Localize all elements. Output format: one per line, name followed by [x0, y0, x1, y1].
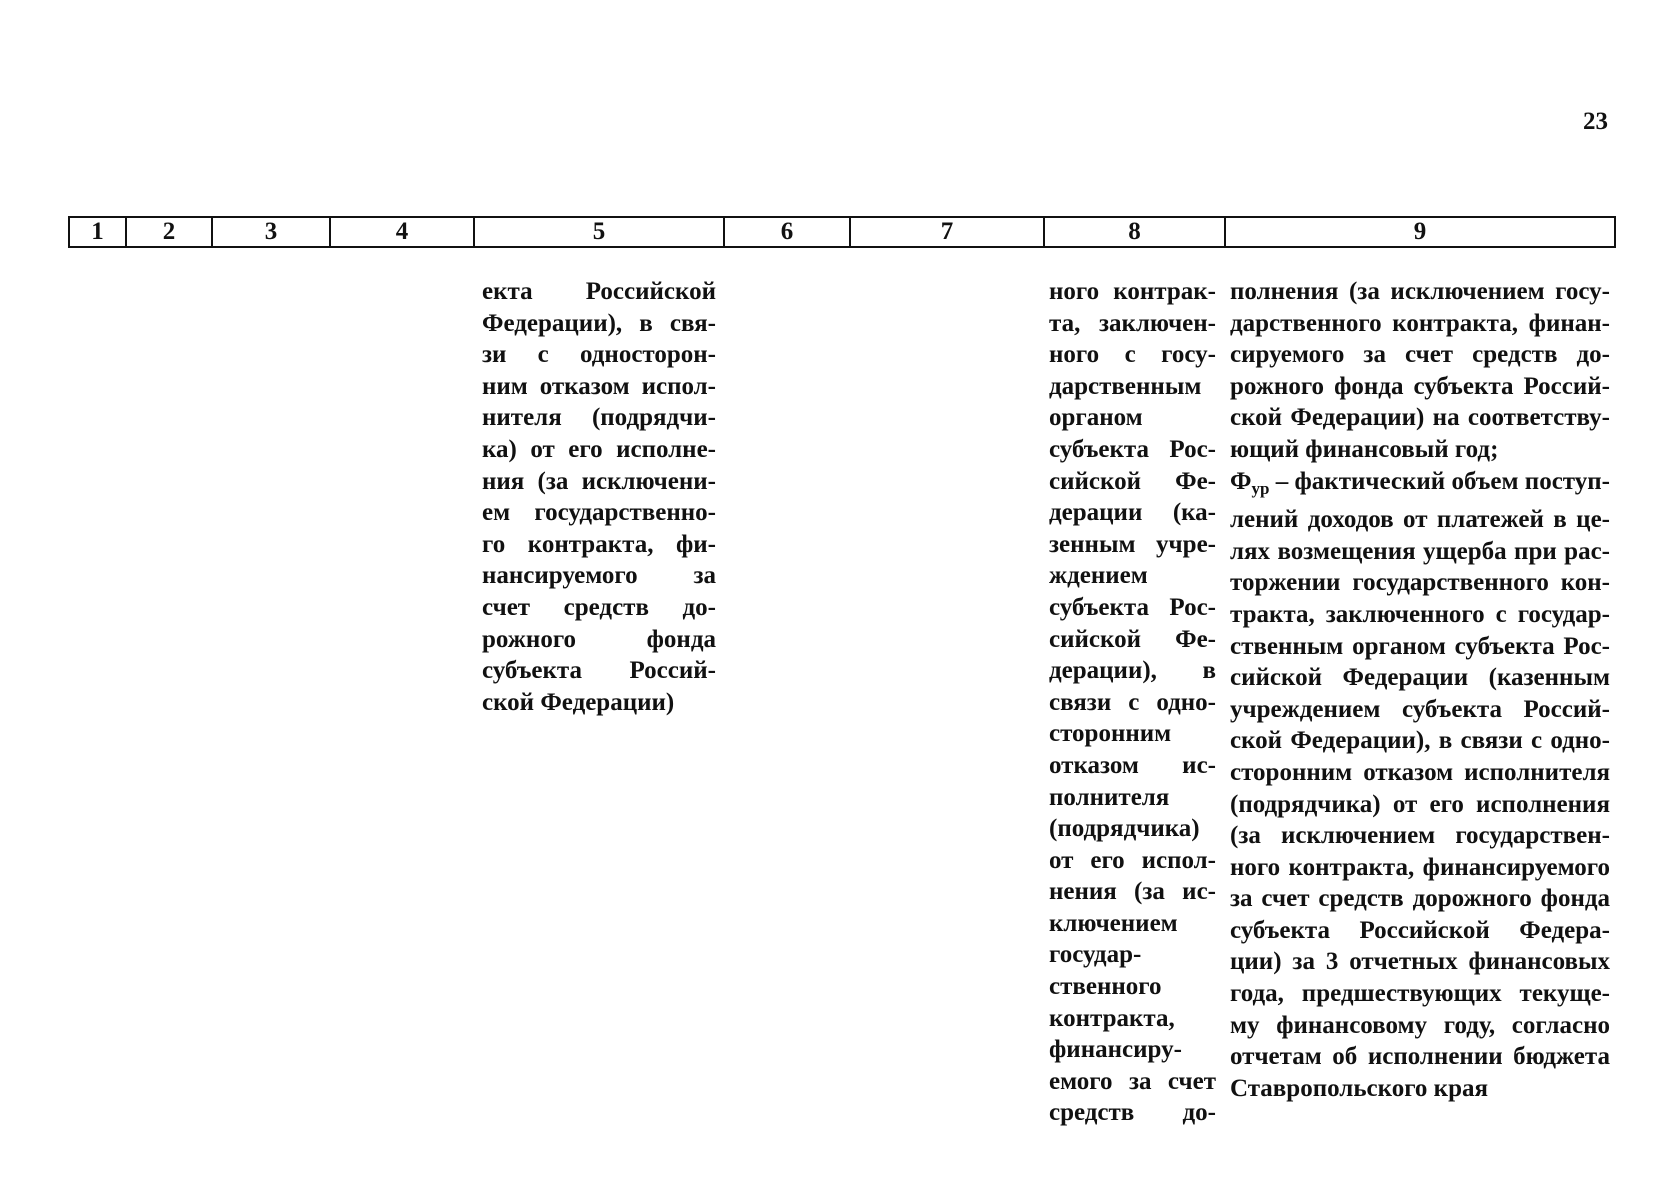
text-line: отчетам об исполнении бюджета: [1230, 1043, 1610, 1071]
text-line: ним отказом испол-: [482, 372, 716, 400]
column-number-7: 7: [850, 217, 1044, 247]
text-line: торжении государственного кон-: [1230, 569, 1610, 597]
text-line: ного контрак-: [1049, 278, 1216, 305]
text-line: [1230, 466, 1610, 505]
text-line: года, предшествующих текуще-: [1230, 980, 1610, 1008]
text-line: отказом ис-: [1049, 751, 1216, 779]
text-line: ской Федерации) на соответству-: [1230, 404, 1610, 432]
variable-symbol: Ф: [1230, 467, 1252, 495]
text-line: ния (за исключени-: [482, 467, 716, 495]
text-line: Федерации), в свя-: [482, 309, 716, 337]
text-line: учреждением субъекта Россий-: [1230, 695, 1610, 723]
page-number: 23: [1583, 108, 1608, 135]
text-line: ка) от его исполне-: [482, 435, 716, 463]
text-line: контракта,: [1049, 1004, 1175, 1032]
text-line: полнителя: [1049, 783, 1170, 811]
text-line: лях возмещения ущерба при рас-: [1230, 537, 1610, 565]
text-line: субъекта Рос-: [1049, 435, 1216, 463]
text-line: (за исключением государствен-: [1230, 822, 1610, 850]
column-5-text: [482, 276, 716, 718]
text-line: дарственным: [1049, 372, 1202, 400]
text-line: субъекта Рос-: [1049, 593, 1216, 621]
column-9-text: [1230, 276, 1610, 1104]
text-line: сийской Федерации (казенным: [1230, 664, 1610, 692]
text-line: Ставропольского края: [1230, 1074, 1489, 1102]
column-number-3: 3: [212, 217, 330, 247]
text-line: зи с односторон-: [482, 341, 716, 369]
text-line: средств до-: [1049, 1099, 1216, 1127]
text-line: ции) за 3 отчетных финансовых: [1230, 948, 1610, 976]
text-line: емого за счет: [1049, 1067, 1216, 1095]
text-line: ного контракта, финансируемого: [1230, 853, 1610, 881]
text-line: ключением: [1049, 909, 1178, 937]
text-line: ственным органом субъекта Рос-: [1230, 632, 1610, 660]
text-line: ской Федерации): [482, 688, 675, 716]
text-line: екта Российской: [482, 278, 716, 305]
variable-subscript: ур: [1251, 478, 1270, 498]
text-line: рожного фонда субъекта Россий-: [1230, 372, 1610, 400]
column-8-text: [1049, 276, 1216, 1129]
text-line: государ-: [1049, 941, 1142, 969]
text-line: зенным учре-: [1049, 530, 1216, 558]
column-number-9: 9: [1225, 217, 1615, 247]
text-line: за счет средств дорожного фонда: [1230, 885, 1610, 913]
text-line: органом: [1049, 404, 1143, 432]
text-line: лений доходов от платежей в це-: [1230, 506, 1610, 534]
text-line: нителя (подрядчи-: [482, 404, 716, 432]
text-line: сторонним: [1049, 720, 1172, 748]
text-line: рожного фонда: [482, 625, 716, 653]
column-number-header: [68, 216, 1616, 248]
column-number-2: 2: [126, 217, 212, 247]
definition-text: – фактический объем поступ-: [1269, 467, 1610, 495]
text-line: му финансовому году, согласно: [1230, 1011, 1610, 1039]
column-number-8: 8: [1044, 217, 1225, 247]
text-line: нения (за ис-: [1049, 878, 1216, 906]
text-line: сийской Фе-: [1049, 467, 1216, 495]
text-line: та, заключен-: [1049, 309, 1216, 337]
text-line: (подрядчика) от его исполнения: [1230, 790, 1610, 818]
text-line: ждением: [1049, 562, 1148, 590]
text-line: субъекта Россий-: [482, 657, 716, 685]
text-line: сийской Фе-: [1049, 625, 1216, 653]
text-line: нансируемого за: [482, 562, 716, 590]
column-number-4: 4: [330, 217, 474, 247]
text-line: го контракта, фи-: [482, 530, 716, 558]
text-line: полнения (за исключением госу-: [1230, 278, 1610, 305]
text-line: субъекта Российской Федера-: [1230, 916, 1610, 944]
text-line: дерации (ка-: [1049, 499, 1216, 527]
text-line: дарственного контракта, финан-: [1230, 309, 1610, 337]
text-line: сируемого за счет средств до-: [1230, 341, 1610, 369]
text-line: ственного: [1049, 973, 1162, 1001]
text-line: ской Федерации), в связи с одно-: [1230, 727, 1610, 755]
text-line: тракта, заключенного с государ-: [1230, 600, 1610, 628]
text-line: ного с госу-: [1049, 341, 1216, 369]
text-line: дерации), в: [1049, 657, 1216, 685]
text-line: финансиру-: [1049, 1036, 1182, 1064]
column-number-5: 5: [474, 217, 724, 247]
text-line: счет средств до-: [482, 593, 716, 621]
text-line: ем государственно-: [482, 499, 716, 527]
column-number-1: 1: [69, 217, 126, 247]
column-number-6: 6: [724, 217, 850, 247]
text-line: сторонним отказом исполнителя: [1230, 758, 1610, 786]
text-line: ющий финансовый год;: [1230, 435, 1499, 463]
text-line: (подрядчика): [1049, 815, 1200, 843]
text-line: от его испол-: [1049, 846, 1216, 874]
text-line: связи с одно-: [1049, 688, 1216, 716]
